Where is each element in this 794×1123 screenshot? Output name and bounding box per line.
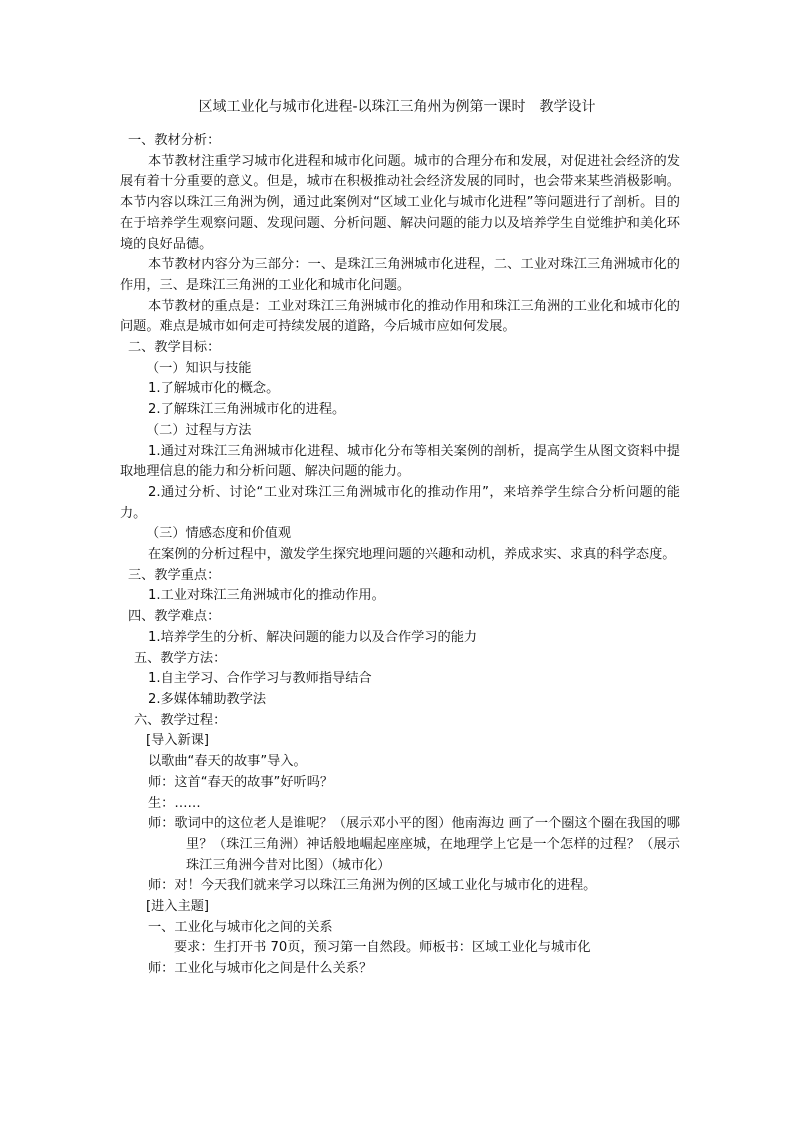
list-item: 1.培养学生的分析、解决问题的能力以及合作学习的能力	[148, 629, 478, 645]
document-body	[120, 131, 680, 980]
dialog-line: 生：……	[148, 795, 201, 811]
section-heading: 一、教材分析：	[128, 133, 221, 148]
stage-label: [进入主题]	[146, 899, 210, 915]
topic-heading: 一、工业化与城市化之间的关系	[148, 919, 333, 935]
document-title: 区域工业化与城市化进程-以珠江三角州为例第一课时 教学设计	[198, 99, 596, 115]
subsection-heading: （二）过程与方法	[146, 422, 252, 438]
list-item: 1.自主学习、合作学习与教师指导结合	[148, 671, 372, 687]
list-item: 1.通过对珠江三角洲城市化进程、城市化分布等相关案例的剖析，提高学生从图文资料中提取地理信息的能力和分析问题、解决问题的能力。	[120, 443, 680, 480]
section-heading: 六、教学过程：	[134, 712, 227, 728]
dialog-line: 师：工业化与城市化之间是什么关系？	[148, 961, 373, 977]
dialog-line: 师：歌词中的这位老人是谁呢？（展示邓小平的图）他南海边 画了一个圈这个圈在我国的哪里？（珠江三角洲）神话般地崛起座座城，在地理学上它是一个怎样的过程？（展示珠江三角洲今昔对比图）（城市化）	[148, 816, 680, 873]
paragraph: 本节教材内容分为三部分：一、是珠江三角洲城市化进程，二、工业对珠江三角洲城市化的作用，三、是珠江三角洲的工业化和城市化问题。	[120, 257, 680, 293]
list-item: 2.通过分析、讨论“工业对珠江三角洲城市化的推动作用”，来培养学生综合分析问题的能力。	[120, 484, 680, 521]
list-item: 1.工业对珠江三角洲城市化的推动作用。	[148, 588, 385, 604]
paragraph: 本节教材注重学习城市化进程和城市化问题。城市的合理分布和发展，对促进社会经济的发展有着十分重要的意义。但是，城市在积极推动社会经济发展的同时，也会带来某些消极影响。本节内容以珠江三角洲为例，通过此案例对“区域工业化与城市化进程”等问题进行了剖析。目的在于培养学生观察问题、发现问题、分析问题、解决问题的能力以及培养学生自觉维护和美化环境的良好品德。	[120, 153, 680, 252]
section-heading: 三、教学重点：	[128, 567, 221, 583]
paragraph: 在案例的分析过程中，激发学生探究地理问题的兴趣和动机，养成求实、求真的科学态度。	[148, 547, 676, 563]
requirement-line: 要求：生打开书 70页，预习第一自然段。师板书：区域工业化与城市化	[174, 940, 591, 956]
section-heading: 四、教学难点：	[128, 609, 221, 625]
paragraph: 本节教材的重点是：工业对珠江三角洲城市化的推动作用和珠江三角洲的工业化和城市化的问题。难点是城市如何走可持续发展的道路，今后城市应如何发展。	[120, 298, 680, 335]
dialog-line: 以歌曲“春天的故事”导入。	[148, 754, 307, 770]
dialog-line: 师：这首“春天的故事”好听吗？	[148, 774, 334, 790]
list-item: 2.多媒体辅助教学法	[148, 691, 267, 707]
dialog-line: 师：对！今天我们就来学习以珠江三角洲为例的区域工业化与城市化的进程。	[148, 878, 597, 894]
list-item: 1.了解城市化的概念。	[148, 381, 280, 397]
subsection-heading: （一）知识与技能	[146, 360, 252, 376]
stage-label: [导入新课]	[146, 733, 210, 749]
list-item: 2.了解珠江三角洲城市化的进程。	[148, 402, 346, 418]
section-heading: 二、教学目标：	[128, 340, 221, 356]
subsection-heading: （三）情感态度和价值观	[146, 526, 292, 542]
section-heading: 五、教学方法：	[134, 650, 227, 666]
